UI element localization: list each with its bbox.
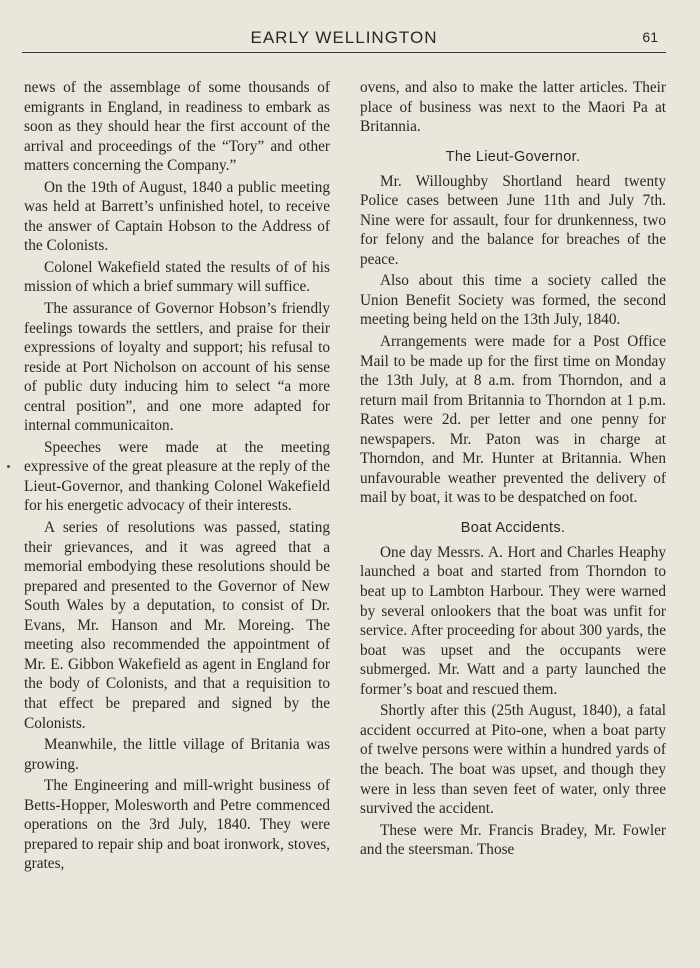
section-heading-lieut-governor: The Lieut-Governor. [445, 148, 581, 165]
paragraph: These were Mr. Francis Bradey, Mr. Fowler and the steersman. Those [360, 821, 666, 859]
paragraph: One day Messrs. A. Hort and Charles Heaphy launched a boat and started from Thorndon to beat up to Lambton Harbour. They were warned by several onlookers that the boat was unfit for service. After proceeding for about 300 yards, the boat was upset and the occupants were submerged. Mr. Watt and a party launched the former’s boat and rescued them. [360, 543, 666, 698]
paragraph: Shortly after this (25th August, 1840), a fatal accident occurred at Pito-one, when a boat party of twelve persons were within a hundred yards of the beach. The boat was upset, and though they were in less than seven feet of water, only three survived the accident. [360, 702, 666, 818]
paragraph: Speeches were made at the meeting expressive of the great pleasure at the reply of the Lieut-Governor, and thanking Colonel Wakefield for his energetic advocacy of their interests. [24, 438, 330, 515]
margin-mark [7, 465, 10, 468]
paragraph: The Engineering and mill-wright business of Betts-Hopper, Molesworth and Petre commenced operations on the 3rd July, 1840. They were prepared to repair ship and boat ironwork, stoves, grates, [24, 777, 330, 873]
paragraph: The assurance of Governor Hobson’s friendly feelings towards the settlers, and praise for their expressions of loyalty and support; his refusal to reside at Port Nicholson on account of his sense of public duty inducing him to select “a more central position”, and one more adapted for internal communicaiton. [24, 300, 330, 435]
paragraph: Also about this time a society called the Union Benefit Society was formed, the second meeting being held on the 13th July, 1840. [360, 272, 666, 329]
paragraph: Colonel Wakefield stated the results of of his mission of which a brief summary will suffice. [24, 258, 330, 296]
paragraph: Meanwhile, the little village of Britania was growing. [24, 736, 330, 773]
paragraph: On the 19th of August, 1840 a public meeting was held at Barrett’s unfinished hotel, to receive the answer of Captain Hobson to the Address of the Colonists. [24, 178, 330, 255]
paragraph: Mr. Willoughby Shortland heard twenty Police cases between June 11th and July 7th. Nine were for assault, four for drunkenness, two for felony and the balance for breaches of the peace. [360, 172, 666, 268]
paragraph: ovens, and also to make the latter articles. Their place of business was next to the Maori Pa at Britannia. [360, 79, 666, 136]
page-number: 61 [642, 29, 658, 45]
paragraph: A series of resolutions was passed, stating their grievances, and it was agreed that a memorial embodying these resolutions should be prepared and presented to the Governor of New South Wales by a deputation, to consist of Dr. Evans, Mr. Hanson and Mr. Moreing. The meeting also recommended the appointment of Mr. E. Gibbon Wakefield as agent in England for the body of Colonists, and that a requisition to that effect be prepared and signed by the Colonists. [24, 519, 330, 732]
page-header [22, 24, 666, 53]
left-column [24, 78, 330, 874]
right-column [360, 78, 666, 860]
section-heading-boat-accidents: Boat Accidents. [460, 519, 566, 536]
paragraph: Arrangements were made for a Post Office Mail to be made up for the first time on Monday the 13th July, at 8 a.m. from Thorndon, and a return mail from Britannia to Thorndon at 1 p.m. Rates were 2d. per letter and one penny for newspapers. Mr. Paton was in charge at Thorndon, and Mr. Hunter at Britannia. When unfavourable weather prevented the delivery of mail by boat, it was to be despatched on foot. [360, 333, 666, 507]
running-title: EARLY WELLINGTON [250, 28, 438, 47]
paragraph: news of the assemblage of some thousands of emigrants in England, in readiness to embark as soon as they should hear the first account of the arrival and proceedings of the “Tory” and other matters concerning the Company.” [24, 79, 330, 175]
